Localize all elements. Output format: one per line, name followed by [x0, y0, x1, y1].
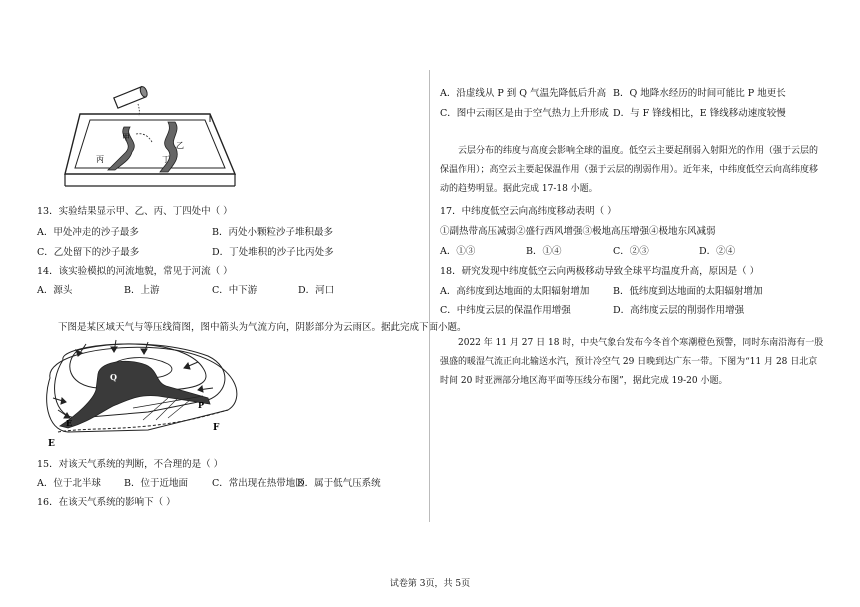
q18-option-a[interactable]: A．高纬度到达地面的太阳辐射增加	[440, 286, 590, 297]
label-ding: 丁	[162, 155, 170, 164]
label-bing: 丙	[96, 155, 104, 164]
label-E-upper: E	[66, 418, 73, 428]
q18-option-d[interactable]: D．高纬度云层的削弱作用增强	[613, 305, 745, 316]
q13-option-d[interactable]: D．丁处堆积的沙子比丙处多	[212, 247, 334, 258]
weather-system-figure	[38, 338, 258, 448]
q15-option-c[interactable]: C．常出现在热带地区	[212, 478, 305, 489]
q14-option-a[interactable]: A．源头	[37, 285, 73, 296]
q18-option-b[interactable]: B．低纬度到达地面的太阳辐射增加	[613, 286, 763, 297]
label-F: F	[213, 423, 220, 433]
q14-option-d[interactable]: D．河口	[298, 285, 335, 296]
q17-option-d[interactable]: D．②④	[699, 246, 736, 257]
page-footer: 试卷第 3页，共 5页	[389, 579, 471, 589]
q16-stem: 16．在该天气系统的影响下（ ）	[37, 497, 176, 508]
q16-option-d[interactable]: D．与 F 锋线相比，E 锋线移动速度较慢	[613, 108, 786, 119]
q14-option-b[interactable]: B．上游	[124, 285, 160, 296]
q17-stem: 17．中纬度低空云向高纬度移动表明（ ）	[440, 206, 617, 217]
q17-items: ①副热带高压减弱②盛行西风增强③极地高压增强④极地东风减弱	[440, 226, 716, 237]
q18-option-c[interactable]: C．中纬度云层的保温作用增强	[440, 305, 571, 316]
q15-option-d[interactable]: D．属于低气压系统	[297, 478, 381, 489]
q13-option-c[interactable]: C．乙处留下的沙子最多	[37, 247, 140, 258]
intro-cold-wave: 2022 年 11 月 27 日 18 时，中央气象台发布今冬首个寒潮橙色预警，同时东南沿海有一股强盛的暖湿气流正向北输送水汽，预计冷空气 29 日晚到达广东一带。下图为“11 月 28 日北京时间 20 时亚洲部分地区海平面等压线分布图”，据此完成 19-20 小题。	[440, 338, 824, 386]
label-Q: Q	[110, 372, 117, 382]
q13-option-a[interactable]: A．甲处冲走的沙子最多	[37, 227, 139, 238]
q16-option-c[interactable]: C．图中云雨区是由于空气热力上升形成	[440, 108, 609, 119]
q14-stem: 14．该实验模拟的河流地貌，常见于河流（ ）	[37, 266, 233, 277]
label-yi: 乙	[176, 141, 184, 150]
q15-option-a[interactable]: A．位于北半球	[37, 478, 101, 489]
label-E: E	[48, 439, 55, 448]
q15-stem: 15．对该天气系统的判断，不合理的是（ ）	[37, 459, 224, 470]
sand-tray-figure	[60, 82, 260, 202]
q13-stem: 13．实验结果显示甲、乙、丙、丁四处中（ ）	[37, 206, 233, 217]
label-jia: 甲	[122, 133, 130, 142]
q18-stem: 18．研究发现中纬度低空云向两极移动导致全球平均温度升高，原因是（ ）	[440, 266, 760, 277]
column-divider	[429, 70, 430, 522]
q13-option-b[interactable]: B．丙处小颗粒沙子堆积最多	[212, 227, 333, 238]
q17-option-c[interactable]: C．②③	[613, 246, 649, 257]
q17-option-a[interactable]: A．①③	[440, 246, 476, 257]
intro-clouds: 云层分布的纬度与高度会影响全球的温度。低空云主要起削弱入射阳光的作用（强于云层的保温作用）；高空云主要起保温作用（强于云层的削弱作用）。近年来，中纬度低空云向高纬度移动的趋势明显。据此完成 17-18 小题。	[440, 146, 819, 194]
intro-weather-figure: 下图是某区域天气与等压线简图，图中箭头为气流方向，阴影部分为云雨区。据此完成下面小题。	[58, 322, 467, 333]
q16-option-b[interactable]: B．Q 地降水经历的时间可能比 P 地更长	[613, 88, 786, 99]
q15-option-b[interactable]: B．位于近地面	[124, 478, 188, 489]
q17-option-b[interactable]: B．①④	[526, 246, 562, 257]
label-P: P	[198, 400, 205, 410]
q16-option-a[interactable]: A．沿虚线从 P 到 Q 气温先降低后升高	[440, 88, 607, 99]
q14-option-c[interactable]: C．中下游	[212, 285, 258, 296]
